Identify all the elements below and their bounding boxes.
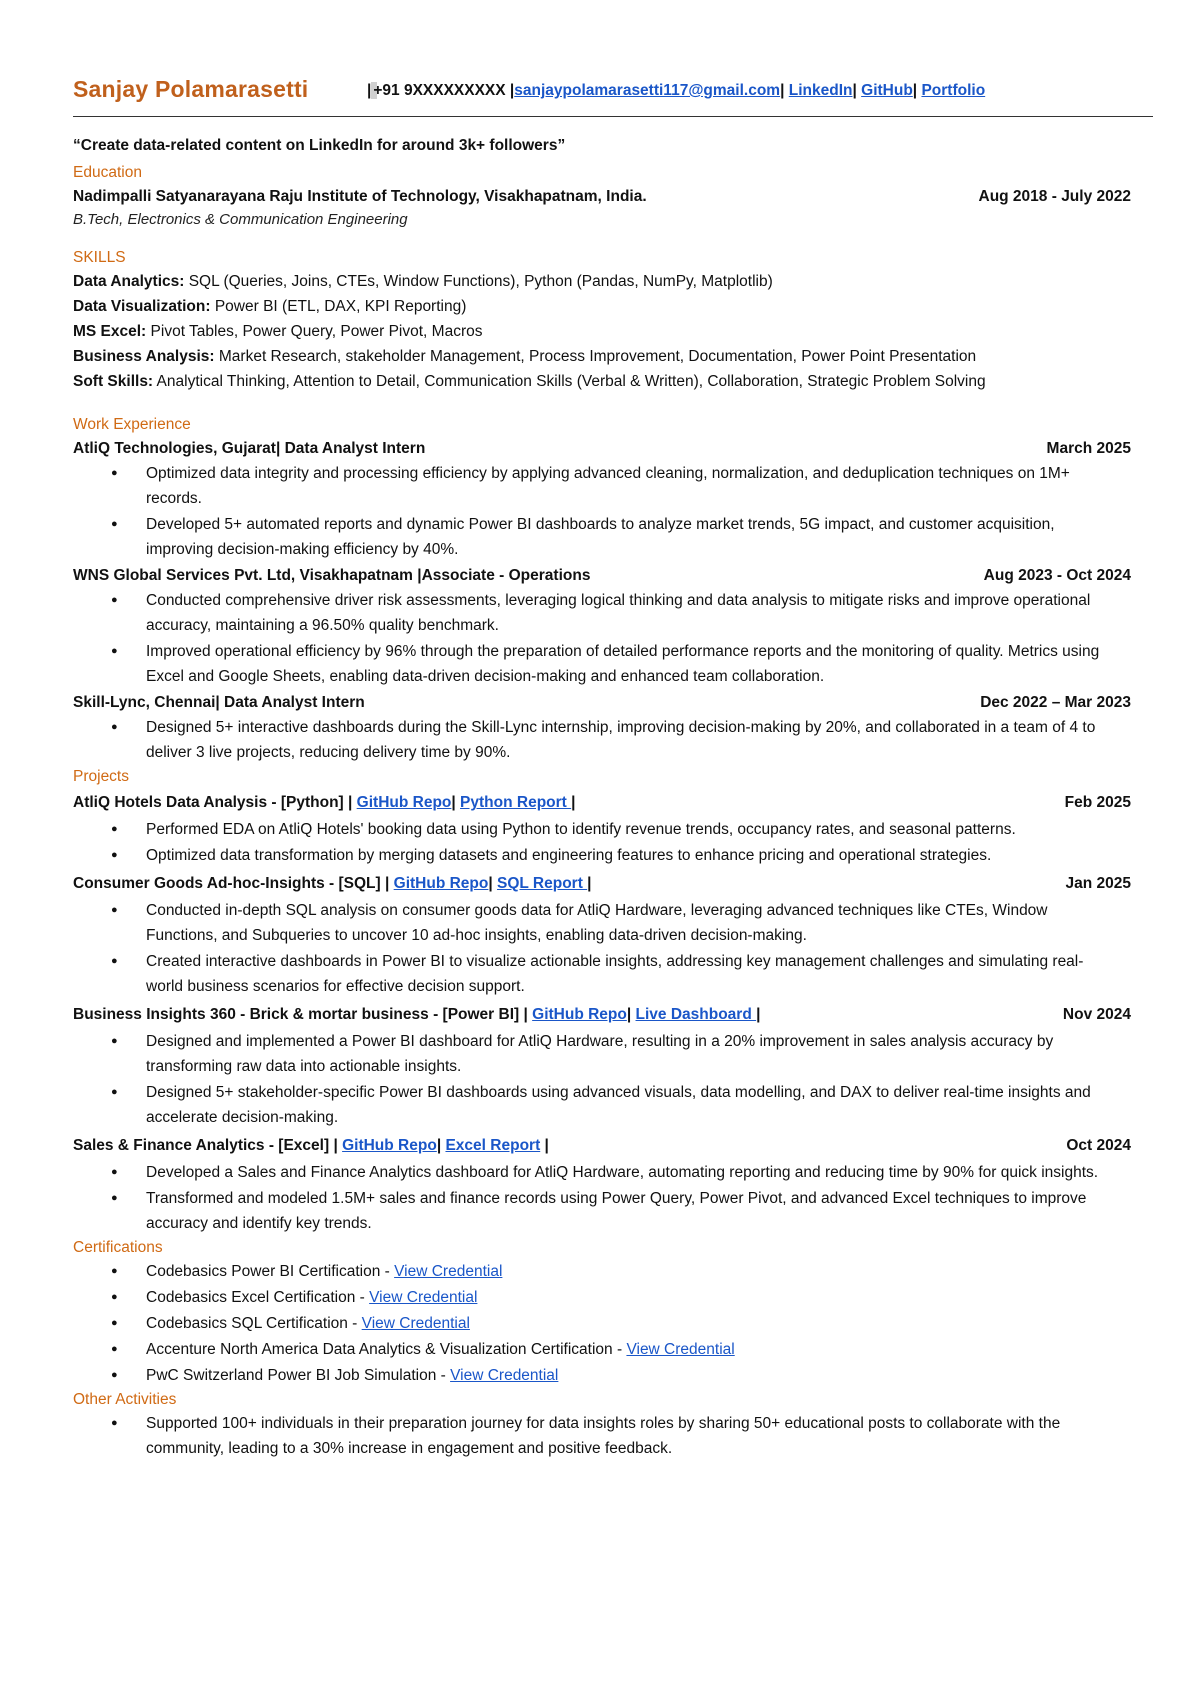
separator: |	[852, 82, 857, 99]
job-heading: Skill-Lync, Chennai| Data Analyst Intern	[73, 694, 365, 711]
project-bullets	[73, 817, 1131, 868]
bullet-item: ● Designed 5+ interactive dashboards during the Skill-Lync internship, improving decision-making by 20%, and collaborated in a team of 4 to deliver 3 live projects, reducing delivery time by 90%.	[73, 715, 1131, 765]
separator: |	[451, 794, 456, 811]
education-row	[73, 184, 1131, 209]
job-date: Dec 2022 – Mar 2023	[980, 694, 1131, 711]
project-heading	[73, 788, 575, 817]
view-credential-link[interactable]: View Credential	[450, 1367, 559, 1384]
bullet-item: ● Conducted in-depth SQL analysis on consumer goods data for AtliQ Hardware, leveraging advanced techniques like CTEs, Window Functions, and Subqueries to uncover 10 ad-hoc insights, enabling data-driven decision-making.	[73, 898, 1131, 948]
resume-content	[73, 136, 1131, 1462]
project-row	[73, 869, 1131, 898]
skill-line	[73, 319, 1131, 344]
skill-line	[73, 294, 1131, 319]
skill-value: Pivot Tables, Power Query, Power Pivot, Macros	[146, 323, 483, 340]
view-credential-link[interactable]: View Credential	[394, 1263, 503, 1280]
github-repo-link[interactable]: GitHub Repo	[532, 1006, 627, 1023]
project-name: AtliQ Hotels Data Analysis - [Python] |	[73, 794, 357, 811]
project-date: Oct 2024	[1066, 1137, 1131, 1154]
bullet-item: ● Supported 100+ individuals in their preparation journey for data insights roles by sharing 50+ educational posts to collaborate with the community, leading to a 30% increase in engagement and positive feedback.	[73, 1411, 1131, 1461]
project-date: Feb 2025	[1064, 794, 1131, 811]
bullet-item: ● Transformed and modeled 1.5M+ sales and finance records using Power Query, Power Pivot, and advanced Excel techniques to improve accuracy and identify key trends.	[73, 1186, 1131, 1236]
activities-title: Other Activities	[73, 1391, 177, 1408]
project-bullets	[73, 1029, 1131, 1130]
separator: |	[509, 82, 515, 99]
project-name: Consumer Goods Ad-hoc-Insights - [SQL] |	[73, 875, 394, 892]
job-heading: AtliQ Technologies, Gujarat| Data Analyst Intern	[73, 440, 426, 457]
skill-value: Power BI (ETL, DAX, KPI Reporting)	[210, 298, 467, 315]
separator: |	[756, 1006, 761, 1023]
certification-item	[73, 1259, 1131, 1284]
report-link[interactable]: Python Report	[460, 794, 572, 811]
candidate-name: Sanjay Polamarasetti	[73, 76, 309, 102]
project-row	[73, 788, 1131, 817]
separator: |	[488, 875, 493, 892]
degree: B.Tech, Electronics & Communication Engineering	[73, 211, 408, 228]
certification-name: Codebasics SQL Certification -	[146, 1315, 362, 1332]
work-title: Work Experience	[73, 416, 191, 433]
phone-number: +91 9XXXXXXXXX	[373, 82, 506, 99]
project-bullets	[73, 898, 1131, 999]
project-name: Business Insights 360 - Brick & mortar business - [Power BI] |	[73, 1006, 533, 1023]
job-row	[73, 690, 1131, 715]
skill-label: MS Excel:	[73, 323, 147, 340]
separator: |	[544, 1137, 549, 1154]
email-link[interactable]: sanjaypolamarasetti117@gmail.com	[514, 82, 781, 99]
view-credential-link[interactable]: View Credential	[361, 1315, 470, 1332]
skill-line	[73, 269, 1131, 294]
job-heading: WNS Global Services Pvt. Ltd, Visakhapatnam |Associate - Operations	[73, 567, 591, 584]
skill-value: Analytical Thinking, Attention to Detail, Communication Skills (Verbal & Written), Collaboration, Strategic Problem Solving	[153, 373, 986, 390]
bullet-item: ● Performed EDA on AtliQ Hotels' booking data using Python to identify revenue trends, occupancy rates, and seasonal patterns.	[73, 817, 1131, 842]
job-row	[73, 563, 1131, 588]
education-title: Education	[73, 164, 142, 181]
skill-value: Market Research, stakeholder Management, Process Improvement, Documentation, Power Point Presentation	[214, 348, 977, 365]
separator: |	[626, 1006, 632, 1023]
separator: |	[780, 82, 785, 99]
github-link[interactable]: GitHub	[861, 82, 913, 99]
project-date: Jan 2025	[1065, 875, 1131, 892]
separator: |	[587, 875, 592, 892]
skill-label: Business Analysis:	[73, 348, 215, 365]
report-link[interactable]: Excel Report	[445, 1137, 541, 1154]
resume-header	[73, 74, 1153, 117]
education-dates: Aug 2018 - July 2022	[978, 188, 1131, 205]
projects-title: Projects	[73, 768, 129, 785]
job-bullets	[73, 461, 1131, 562]
skills-title: SKILLS	[73, 249, 126, 266]
project-heading	[73, 1131, 549, 1160]
certification-name: Codebasics Power BI Certification -	[146, 1263, 395, 1280]
certification-list	[73, 1259, 1131, 1388]
bullet-item: ● Improved operational efficiency by 96% through the preparation of detailed performance reports and the monitoring of quality. Metrics using Excel and Google Sheets, enabling data-driven decision-making and enhanced team collaboration.	[73, 639, 1131, 689]
contact-line	[367, 82, 985, 100]
skill-label: Data Visualization:	[73, 298, 211, 315]
certification-name: Codebasics Excel Certification -	[146, 1289, 370, 1306]
github-repo-link[interactable]: GitHub Repo	[356, 794, 452, 811]
separator: |	[367, 82, 372, 99]
skill-line	[73, 369, 1131, 394]
job-bullets	[73, 588, 1131, 689]
bullet-item: ● Conducted comprehensive driver risk assessments, leveraging logical thinking and data analysis to mitigate risks and improve operational accuracy, maintaining a 96.50% quality benchmark.	[73, 588, 1131, 638]
view-credential-link[interactable]: View Credential	[369, 1289, 478, 1306]
skill-line	[73, 344, 1131, 369]
github-repo-link[interactable]: GitHub Repo	[393, 875, 489, 892]
bullet-item: ● Created interactive dashboards in Power BI to visualize actionable insights, addressing key management challenges and simulating real-world business scenarios for effective decision support.	[73, 949, 1131, 999]
certification-item	[73, 1285, 1131, 1310]
certification-name: Accenture North America Data Analytics & Visualization Certification -	[146, 1341, 627, 1358]
project-date: Nov 2024	[1062, 1006, 1131, 1023]
project-heading	[73, 1000, 760, 1029]
job-row	[73, 436, 1131, 461]
job-date: Aug 2023 - Oct 2024	[983, 567, 1131, 584]
project-row	[73, 1131, 1131, 1160]
project-name: Sales & Finance Analytics - [Excel] |	[73, 1137, 343, 1154]
bullet-item: ● Developed a Sales and Finance Analytics dashboard for AtliQ Hardware, automating reporting and reducing time by 90% for quick insights.	[73, 1160, 1131, 1185]
certifications-title: Certifications	[73, 1239, 163, 1256]
job-bullets	[73, 715, 1131, 765]
linkedin-link[interactable]: LinkedIn	[788, 82, 853, 99]
project-bullets	[73, 1160, 1131, 1236]
activity-bullets	[73, 1411, 1131, 1461]
report-link[interactable]: SQL Report	[497, 875, 588, 892]
separator: |	[912, 82, 918, 99]
skill-label: Data Analytics:	[73, 273, 185, 290]
portfolio-link[interactable]: Portfolio	[921, 82, 986, 99]
project-row	[73, 1000, 1131, 1029]
school-name: Nadimpalli Satyanarayana Raju Institute of Technology, Visakhapatnam, India.	[73, 188, 647, 205]
project-heading	[73, 869, 592, 898]
certification-name: PwC Switzerland Power BI Job Simulation -	[146, 1367, 451, 1384]
bullet-item: ● Optimized data transformation by merging datasets and engineering features to enhance pricing and operational strategies.	[73, 843, 1131, 868]
dashboard-link[interactable]: Live Dashboard	[635, 1006, 757, 1023]
bullet-item: ● Developed 5+ automated reports and dynamic Power BI dashboards to analyze market trends, 5G impact, and customer acquisition, improving decision-making efficiency by 40%.	[73, 512, 1131, 562]
skill-label: Soft Skills:	[73, 373, 154, 390]
view-credential-link[interactable]: View Credential	[626, 1341, 735, 1358]
certification-item	[73, 1363, 1131, 1388]
github-repo-link[interactable]: GitHub Repo	[342, 1137, 437, 1154]
headline-quote: “Create data-related content on LinkedIn for around 3k+ followers”	[73, 137, 566, 154]
bullet-item: ● Optimized data integrity and processing efficiency by applying advanced cleaning, normalization, and deduplication techniques on 1M+ records.	[73, 461, 1131, 511]
certification-item	[73, 1311, 1131, 1336]
job-date: March 2025	[1046, 440, 1131, 457]
certification-item	[73, 1337, 1131, 1362]
bullet-item: ● Designed and implemented a Power BI dashboard for AtliQ Hardware, resulting in a 20% improvement in sales analysis accuracy by transforming raw data into actionable insights.	[73, 1029, 1131, 1079]
separator: |	[571, 794, 576, 811]
separator: |	[436, 1137, 442, 1154]
skill-value: SQL (Queries, Joins, CTEs, Window Functions), Python (Pandas, NumPy, Matplotlib)	[184, 273, 773, 290]
bullet-item: ● Designed 5+ stakeholder-specific Power BI dashboards using advanced visuals, data modelling, and DAX to deliver real-time insights and accelerate decision-making.	[73, 1080, 1131, 1130]
